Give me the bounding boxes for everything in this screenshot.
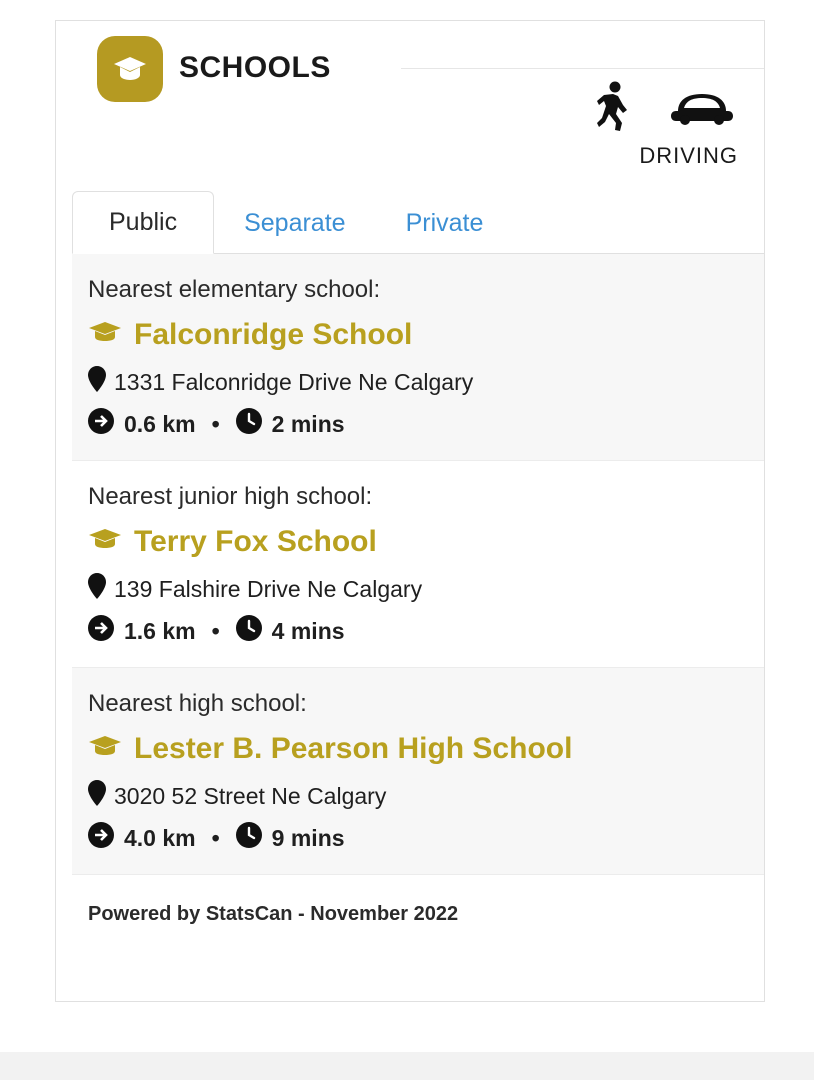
header-divider xyxy=(401,68,764,69)
graduation-cap-icon xyxy=(88,525,122,559)
time-value: 4 mins xyxy=(271,617,345,644)
school-name-text: Falconridge School xyxy=(134,318,413,351)
graduation-cap-icon xyxy=(88,732,122,766)
time-value: 2 mins xyxy=(271,410,345,437)
metric-separator: • xyxy=(211,824,220,851)
map-pin-icon xyxy=(88,573,106,605)
travel-mode-label: DRIVING xyxy=(639,143,738,168)
arrow-right-icon xyxy=(88,615,114,647)
row-label: Nearest elementary school: xyxy=(88,276,381,303)
list-item xyxy=(72,254,764,461)
schools-card xyxy=(55,20,765,1002)
school-address-text: 139 Falshire Drive Ne Calgary xyxy=(114,575,423,602)
clock-icon xyxy=(236,822,262,854)
school-metrics xyxy=(88,408,764,440)
travel-mode-icons xyxy=(502,81,742,133)
tab-separate[interactable]: Separate xyxy=(214,193,375,254)
school-address xyxy=(88,780,764,812)
list-item xyxy=(72,461,764,668)
page-title: SCHOOLS xyxy=(179,51,331,84)
school-name-link[interactable] xyxy=(88,318,764,352)
distance-value: 4.0 km xyxy=(124,824,196,851)
arrow-right-icon xyxy=(88,822,114,854)
school-metrics xyxy=(88,615,764,647)
school-address-text: 3020 52 Street Ne Calgary xyxy=(114,782,387,809)
car-icon[interactable] xyxy=(670,87,734,127)
graduation-cap-icon xyxy=(97,36,163,102)
map-pin-icon xyxy=(88,366,106,398)
school-metrics xyxy=(88,822,764,854)
tab-private[interactable]: Private xyxy=(376,193,514,254)
distance-value: 1.6 km xyxy=(124,617,196,644)
school-name-text: Terry Fox School xyxy=(134,525,377,558)
tab-bar xyxy=(72,176,764,254)
row-label: Nearest high school: xyxy=(88,690,307,717)
school-address xyxy=(88,366,764,398)
row-label: Nearest junior high school: xyxy=(88,483,373,510)
graduation-cap-icon xyxy=(88,318,122,352)
metric-separator: • xyxy=(211,617,220,644)
metric-separator: • xyxy=(211,410,220,437)
school-list xyxy=(72,254,764,1001)
bottom-strip xyxy=(0,1052,814,1080)
school-name-link[interactable] xyxy=(88,525,764,559)
clock-icon xyxy=(236,615,262,647)
travel-mode-group xyxy=(502,81,742,169)
tab-public[interactable]: Public xyxy=(72,191,214,254)
clock-icon xyxy=(236,408,262,440)
school-name-text: Lester B. Pearson High School xyxy=(134,732,573,765)
time-value: 9 mins xyxy=(271,824,345,851)
map-pin-icon xyxy=(88,780,106,812)
school-name-link[interactable] xyxy=(88,732,764,766)
distance-value: 0.6 km xyxy=(124,410,196,437)
walking-person-icon[interactable] xyxy=(596,81,630,133)
school-address xyxy=(88,573,764,605)
school-address-text: 1331 Falconridge Drive Ne Calgary xyxy=(114,368,474,395)
arrow-right-icon xyxy=(88,408,114,440)
card-header xyxy=(56,21,764,168)
list-item xyxy=(72,668,764,875)
data-source-footer: Powered by StatsCan - November 2022 xyxy=(88,903,459,925)
